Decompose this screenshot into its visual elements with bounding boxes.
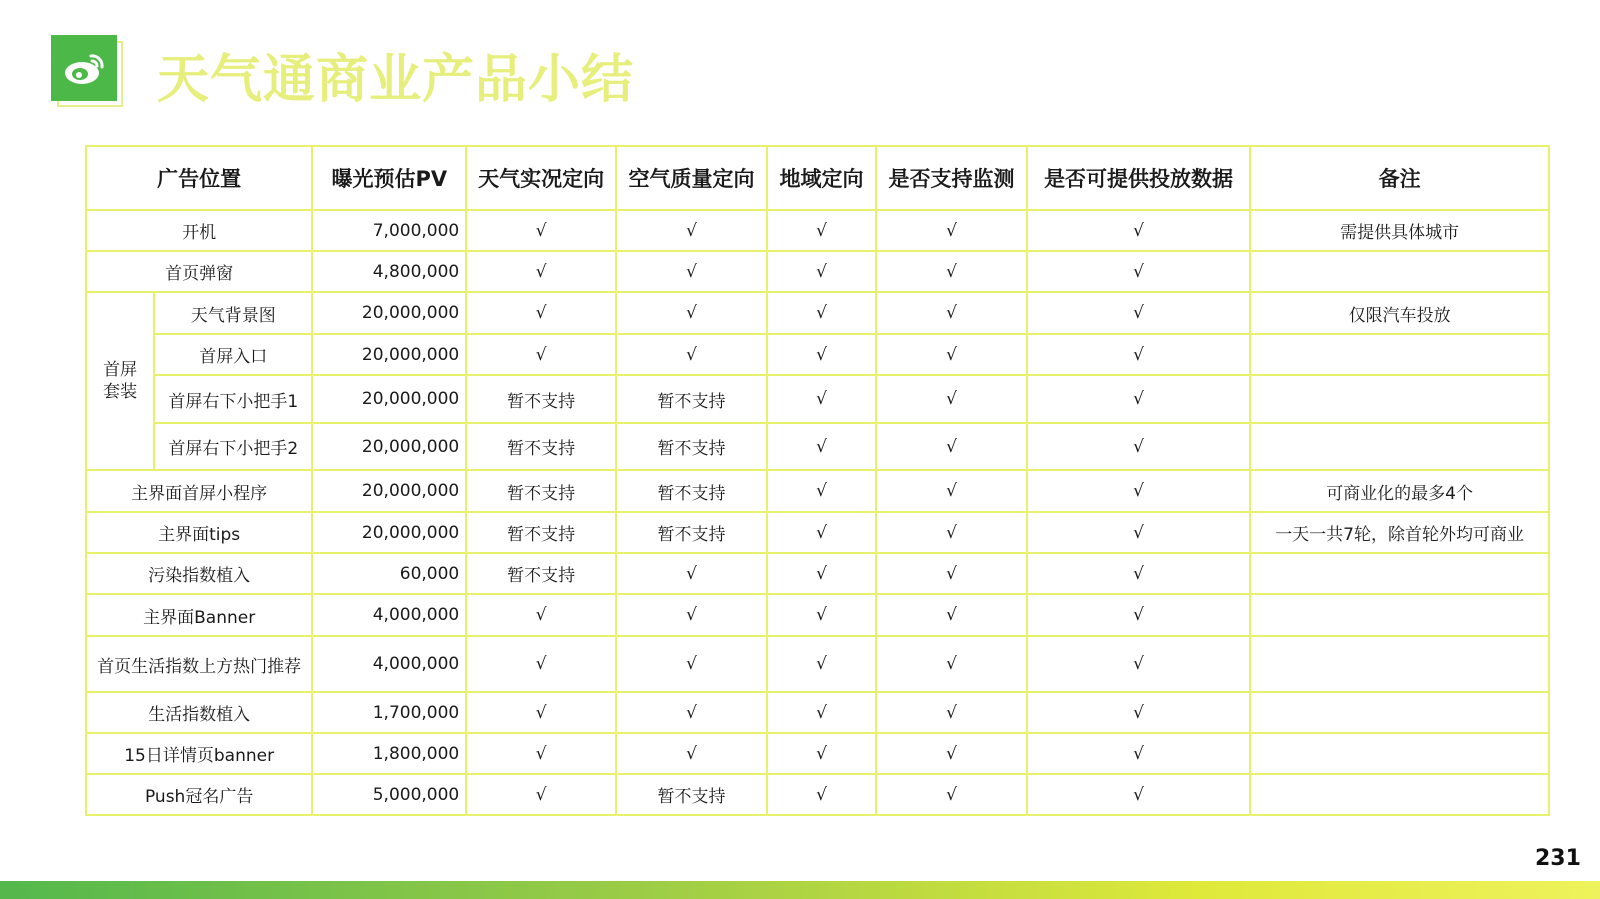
support-cell: √ — [616, 553, 767, 594]
pv-cell: 20,000,000 — [312, 375, 466, 423]
pv-cell: 4,000,000 — [312, 594, 466, 636]
note-cell — [1250, 774, 1549, 815]
support-cell: √ — [466, 774, 616, 815]
ad-position-cell: 首页生活指数上方热门推荐 — [86, 636, 312, 692]
table-row — [86, 594, 1549, 636]
table-row — [86, 553, 1549, 594]
table-row — [86, 334, 1549, 375]
table-row — [86, 733, 1549, 774]
header-cell: 空气质量定向 — [616, 146, 767, 210]
support-cell: 暂不支持 — [616, 774, 767, 815]
weibo-eye-icon — [61, 48, 107, 88]
note-cell: 可商业化的最多4个 — [1250, 470, 1549, 512]
table-row — [86, 210, 1549, 251]
support-cell: √ — [466, 692, 616, 733]
support-cell: √ — [876, 470, 1027, 512]
table-row — [86, 375, 1549, 423]
ad-position-cell: 天气背景图 — [154, 292, 312, 334]
pv-cell: 4,000,000 — [312, 636, 466, 692]
note-cell — [1250, 594, 1549, 636]
note-cell — [1250, 334, 1549, 375]
support-cell: √ — [876, 733, 1027, 774]
support-cell: √ — [616, 334, 767, 375]
support-cell: 暂不支持 — [616, 512, 767, 553]
support-cell: √ — [1027, 774, 1250, 815]
support-cell: √ — [1027, 470, 1250, 512]
support-cell: 暂不支持 — [466, 553, 616, 594]
support-cell: √ — [1027, 512, 1250, 553]
support-cell: √ — [616, 733, 767, 774]
support-cell: 暂不支持 — [616, 423, 767, 470]
note-cell: 仅限汽车投放 — [1250, 292, 1549, 334]
header-cell: 广告位置 — [86, 146, 312, 210]
support-cell: √ — [767, 512, 876, 553]
pv-cell: 20,000,000 — [312, 423, 466, 470]
ad-position-cell: 主界面首屏小程序 — [86, 470, 312, 512]
support-cell: 暂不支持 — [616, 470, 767, 512]
support-cell: √ — [466, 636, 616, 692]
note-cell: 需提供具体城市 — [1250, 210, 1549, 251]
note-cell — [1250, 636, 1549, 692]
support-cell: √ — [1027, 334, 1250, 375]
table-row — [86, 251, 1549, 292]
support-cell: √ — [1027, 210, 1250, 251]
support-cell: 暂不支持 — [466, 470, 616, 512]
support-cell: √ — [767, 636, 876, 692]
note-cell — [1250, 423, 1549, 470]
weibo-logo-icon — [51, 35, 117, 101]
support-cell: √ — [767, 692, 876, 733]
support-cell: √ — [767, 553, 876, 594]
support-cell: √ — [616, 692, 767, 733]
note-cell — [1250, 553, 1549, 594]
ad-position-cell: 主界面tips — [86, 512, 312, 553]
ad-position-cell: 生活指数植入 — [86, 692, 312, 733]
support-cell: 暂不支持 — [466, 375, 616, 423]
support-cell: √ — [616, 594, 767, 636]
support-cell: √ — [876, 512, 1027, 553]
page-title: 天气通商业产品小结 — [157, 50, 635, 110]
support-cell: √ — [767, 423, 876, 470]
header-cell: 是否可提供投放数据 — [1027, 146, 1250, 210]
pv-cell: 7,000,000 — [312, 210, 466, 251]
table-row — [86, 423, 1549, 470]
support-cell: √ — [876, 692, 1027, 733]
support-cell: √ — [1027, 423, 1250, 470]
note-cell — [1250, 692, 1549, 733]
pv-cell: 60,000 — [312, 553, 466, 594]
header-cell: 天气实况定向 — [466, 146, 616, 210]
pv-cell: 4,800,000 — [312, 251, 466, 292]
support-cell: √ — [1027, 292, 1250, 334]
pv-cell: 1,800,000 — [312, 733, 466, 774]
support-cell: √ — [1027, 553, 1250, 594]
header-cell: 是否支持监测 — [876, 146, 1027, 210]
ad-position-cell: 首页弹窗 — [86, 251, 312, 292]
support-cell: √ — [876, 334, 1027, 375]
support-cell: √ — [767, 594, 876, 636]
table-row — [86, 774, 1549, 815]
header-cell: 地域定向 — [767, 146, 876, 210]
support-cell: √ — [767, 774, 876, 815]
support-cell: √ — [616, 251, 767, 292]
support-cell: √ — [466, 733, 616, 774]
support-cell: √ — [1027, 636, 1250, 692]
header-cell: 曝光预估PV — [312, 146, 466, 210]
note-cell: 一天一共7轮，除首轮外均可商业 — [1250, 512, 1549, 553]
support-cell: √ — [767, 334, 876, 375]
group-label-cell: 首屏 套装 — [86, 292, 154, 470]
support-cell: √ — [466, 251, 616, 292]
pv-cell: 20,000,000 — [312, 292, 466, 334]
support-cell: √ — [767, 210, 876, 251]
support-cell: √ — [767, 470, 876, 512]
ad-position-cell: Push冠名广告 — [86, 774, 312, 815]
support-cell: √ — [767, 375, 876, 423]
ad-position-cell: 主界面Banner — [86, 594, 312, 636]
ad-position-cell: 开机 — [86, 210, 312, 251]
ad-position-cell: 污染指数植入 — [86, 553, 312, 594]
support-cell: √ — [1027, 251, 1250, 292]
support-cell: √ — [876, 594, 1027, 636]
header-cell: 备注 — [1250, 146, 1549, 210]
pv-cell: 5,000,000 — [312, 774, 466, 815]
support-cell: √ — [1027, 733, 1250, 774]
support-cell: √ — [1027, 594, 1250, 636]
support-cell: √ — [876, 636, 1027, 692]
support-cell: √ — [767, 292, 876, 334]
table-row — [86, 470, 1549, 512]
support-cell: √ — [466, 292, 616, 334]
support-cell: √ — [616, 636, 767, 692]
support-cell: √ — [616, 292, 767, 334]
page-number: 231 — [1535, 846, 1581, 871]
support-cell: √ — [466, 334, 616, 375]
pv-cell: 20,000,000 — [312, 470, 466, 512]
support-cell: √ — [767, 733, 876, 774]
bottom-gradient-bar — [0, 881, 1600, 899]
support-cell: 暂不支持 — [466, 423, 616, 470]
support-cell: √ — [876, 774, 1027, 815]
table-row — [86, 636, 1549, 692]
support-cell: 暂不支持 — [616, 375, 767, 423]
table-row — [86, 692, 1549, 733]
note-cell — [1250, 251, 1549, 292]
table-row — [86, 292, 1549, 334]
support-cell: √ — [876, 553, 1027, 594]
support-cell: √ — [1027, 692, 1250, 733]
support-cell: √ — [876, 423, 1027, 470]
support-cell: √ — [876, 210, 1027, 251]
note-cell — [1250, 733, 1549, 774]
pv-cell: 1,700,000 — [312, 692, 466, 733]
ad-products-table — [85, 145, 1550, 816]
support-cell: √ — [1027, 375, 1250, 423]
support-cell: 暂不支持 — [466, 512, 616, 553]
support-cell: √ — [466, 210, 616, 251]
support-cell: √ — [876, 292, 1027, 334]
table-header-row — [86, 146, 1549, 210]
table-row — [86, 512, 1549, 553]
pv-cell: 20,000,000 — [312, 334, 466, 375]
support-cell: √ — [876, 375, 1027, 423]
note-cell — [1250, 375, 1549, 423]
support-cell: √ — [616, 210, 767, 251]
ad-position-cell: 首屏右下小把手1 — [154, 375, 312, 423]
ad-position-cell: 首屏入口 — [154, 334, 312, 375]
support-cell: √ — [466, 594, 616, 636]
ad-position-cell: 首屏右下小把手2 — [154, 423, 312, 470]
support-cell: √ — [876, 251, 1027, 292]
pv-cell: 20,000,000 — [312, 512, 466, 553]
support-cell: √ — [767, 251, 876, 292]
ad-position-cell: 15日详情页banner — [86, 733, 312, 774]
